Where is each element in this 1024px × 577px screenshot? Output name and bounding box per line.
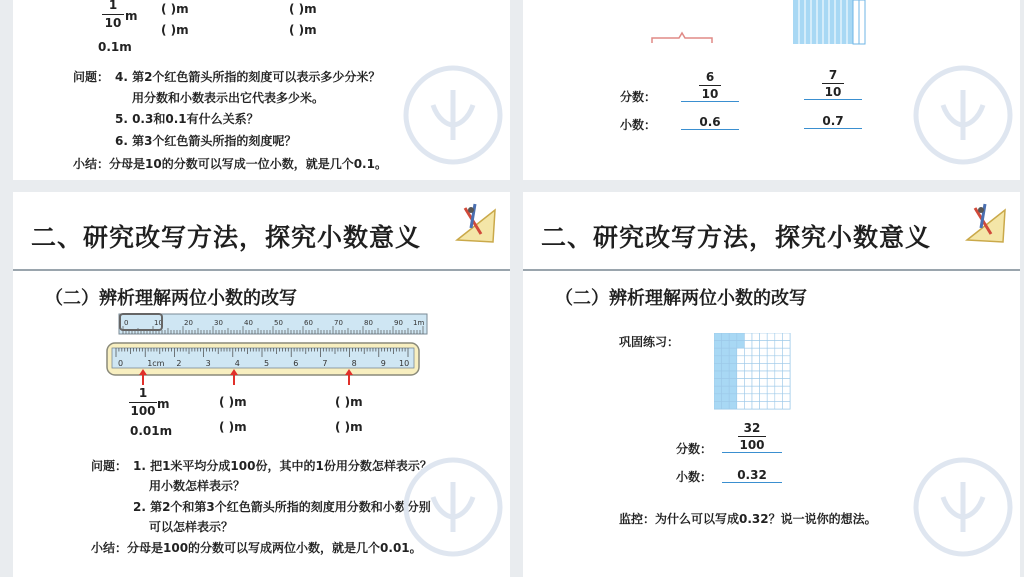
section-subtitle: （二）辨析理解两位小数的改写 xyxy=(555,288,807,309)
summary: 小结：分母是10的分数可以写成一位小数，就是几个0.1。 xyxy=(73,157,387,171)
grid-cell xyxy=(767,356,775,364)
title-divider xyxy=(13,269,510,271)
question-label: 问题： xyxy=(73,70,110,84)
grid-cell xyxy=(760,379,768,387)
monitor-prompt: 监控：为什么可以写成0.32？说一说你的想法。 xyxy=(619,512,877,526)
ruler-tick-label: 70 xyxy=(334,319,343,327)
grid-cell xyxy=(767,333,775,341)
grid-cell xyxy=(737,371,745,379)
grid-cell xyxy=(729,348,737,356)
grid-cell xyxy=(782,348,790,356)
grid-cell xyxy=(737,394,745,402)
ruler-tick-label: 1m xyxy=(413,319,425,327)
section-subtitle: （二）辨析理解两位小数的改写 xyxy=(45,288,297,309)
grid-cell xyxy=(767,363,775,371)
grid-cell xyxy=(722,379,730,387)
grid-cell xyxy=(775,401,783,409)
grid-cell xyxy=(714,333,722,341)
grid-cell xyxy=(729,333,737,341)
ruler-tick-label: 0 xyxy=(118,359,124,368)
grid-cell xyxy=(744,341,752,349)
slide-title: 二、研究改写方法，探究小数意义 xyxy=(31,223,422,252)
grid-cell xyxy=(729,341,737,349)
decimal-value: 0.01m xyxy=(130,424,173,438)
grid-cell xyxy=(722,371,730,379)
grid-cell xyxy=(729,401,737,409)
grid-cell xyxy=(760,341,768,349)
grid-cell xyxy=(722,363,730,371)
grid-cell xyxy=(744,386,752,394)
grid-cell xyxy=(760,348,768,356)
grid-cell xyxy=(744,371,752,379)
question-1a: 1. 把1米平均分成100份，其中的1份用分数怎样表示？ xyxy=(133,459,432,473)
ruler-tick-label: 5 xyxy=(264,359,270,368)
slide-4[interactable] xyxy=(523,192,1020,577)
grid-cell xyxy=(722,333,730,341)
grid-cell xyxy=(782,333,790,341)
decimal-value: 0.1m xyxy=(98,40,132,54)
grid-cell xyxy=(714,341,722,349)
grid-cell xyxy=(744,401,752,409)
ruler-tick-label: 1cm xyxy=(147,359,165,368)
grid-cell xyxy=(737,401,745,409)
slide-title: 二、研究改写方法，探究小数意义 xyxy=(541,223,932,252)
grid-cell xyxy=(744,348,752,356)
ruler-tick-label: 90 xyxy=(394,319,403,327)
grid-cell xyxy=(782,401,790,409)
grid-cell xyxy=(775,386,783,394)
grid-cell xyxy=(729,363,737,371)
answer-blank[interactable]: ( )m xyxy=(161,2,189,16)
hundred-grid xyxy=(714,333,791,410)
grid-cell xyxy=(729,356,737,364)
red-arrow-icon xyxy=(229,369,239,385)
grid-cell xyxy=(714,386,722,394)
grid-cell xyxy=(714,356,722,364)
answer-blank[interactable]: ( )m xyxy=(289,2,317,16)
grid-cell xyxy=(722,356,730,364)
title-divider xyxy=(523,269,1020,271)
answer-fraction-32-100[interactable]: 32 100 xyxy=(722,421,782,453)
grid-cell xyxy=(752,333,760,341)
grid-cell xyxy=(752,401,760,409)
grid-cell xyxy=(775,341,783,349)
grid-cell xyxy=(782,394,790,402)
grid-cell xyxy=(760,401,768,409)
grid-cell xyxy=(767,371,775,379)
fraction-one-tenth: 1 10 xyxy=(102,0,124,31)
ruler-tick-label: 20 xyxy=(184,319,193,327)
slide-3[interactable] xyxy=(13,192,510,577)
grid-cell xyxy=(744,363,752,371)
grid-cell xyxy=(714,371,722,379)
grid-cell xyxy=(744,333,752,341)
grid-cell xyxy=(722,386,730,394)
answer-fraction-7-10[interactable]: 7 10 xyxy=(804,68,862,100)
grid-cell xyxy=(775,333,783,341)
watermark-icon xyxy=(908,452,1018,562)
grid-cell xyxy=(752,348,760,356)
question-2a: 2. 第2个和第3个红色箭头所指的刻度用分数和小数分别 xyxy=(133,500,431,514)
ruler-tick-label: 4 xyxy=(234,359,240,368)
grid-cell xyxy=(752,363,760,371)
ruler-tick-label: 9 xyxy=(380,359,386,368)
grid-cell xyxy=(752,371,760,379)
answer-fraction-6-10[interactable]: 6 10 xyxy=(681,70,739,102)
grid-cell xyxy=(714,394,722,402)
grid-cell xyxy=(782,379,790,387)
grid-cell xyxy=(782,356,790,364)
grid-cell xyxy=(722,341,730,349)
grid-cell xyxy=(760,363,768,371)
grid-cell xyxy=(752,386,760,394)
watermark-icon xyxy=(398,452,508,562)
slide-1[interactable] xyxy=(13,0,510,180)
grid-cell xyxy=(729,371,737,379)
grid-cell xyxy=(714,348,722,356)
decimal-label: 小数： xyxy=(620,118,657,132)
grid-cell xyxy=(775,348,783,356)
question-label: 问题： xyxy=(91,459,128,473)
question-2b: 可以怎样表示？ xyxy=(149,520,234,534)
grid-cell xyxy=(729,379,737,387)
grid-cell xyxy=(729,386,737,394)
grid-cell xyxy=(714,363,722,371)
fraction-unit: m xyxy=(157,397,170,411)
grid-cell xyxy=(775,379,783,387)
ruler-tick-label: 30 xyxy=(214,319,223,327)
drawing-tools-icon xyxy=(451,200,499,248)
answer-decimal[interactable]: 0.7 xyxy=(804,114,862,129)
ruler-tick-label: 7 xyxy=(322,359,328,368)
ruler-tick-label: 80 xyxy=(364,319,373,327)
grid-cell xyxy=(782,341,790,349)
grid-cell xyxy=(737,348,745,356)
ruler-tick-label: 2 xyxy=(176,359,182,368)
centimeter-ruler xyxy=(106,342,420,378)
brace-icon xyxy=(651,30,713,46)
grid-cell xyxy=(767,401,775,409)
grid-cell xyxy=(737,333,745,341)
grid-cell xyxy=(752,356,760,364)
meter-ruler xyxy=(118,312,430,338)
question-1b: 用小数怎样表示？ xyxy=(149,479,246,493)
grid-cell xyxy=(782,363,790,371)
grid-cell xyxy=(722,394,730,402)
watermark-icon xyxy=(908,60,1018,170)
ruler-tick-label: 3 xyxy=(205,359,211,368)
question-4b: 用分数和小数表示出它代表多少米。 xyxy=(132,91,325,105)
zoom-highlight xyxy=(119,313,163,331)
ruler-tick-label: 6 xyxy=(293,359,299,368)
grid-cell xyxy=(767,386,775,394)
grid-cell xyxy=(775,371,783,379)
grid-cell xyxy=(737,386,745,394)
grid-cell xyxy=(714,379,722,387)
grid-cell xyxy=(744,356,752,364)
grid-cell xyxy=(722,401,730,409)
question-4a: 4. 第2个红色箭头所指的刻度可以表示多少分米？ xyxy=(115,70,381,84)
tenths-grid xyxy=(793,0,869,45)
fraction-unit: m xyxy=(125,9,138,23)
ruler-tick-label: 50 xyxy=(274,319,283,327)
ruler-tick-label: 0 xyxy=(124,319,129,327)
answer-blank[interactable]: ( )m xyxy=(289,23,317,37)
answer-decimal[interactable]: 0.32 xyxy=(722,468,782,483)
answer-blank[interactable]: ( )m xyxy=(335,395,363,409)
watermark-icon xyxy=(398,60,508,170)
grid-cell xyxy=(775,394,783,402)
grid-cell xyxy=(744,394,752,402)
grid-cell xyxy=(767,341,775,349)
ruler-tick-label: 8 xyxy=(351,359,357,368)
practice-label: 巩固练习： xyxy=(619,335,680,349)
red-arrow-icon xyxy=(344,369,354,385)
grid-cell xyxy=(737,363,745,371)
ruler-tick-label: 40 xyxy=(244,319,253,327)
answer-blank[interactable]: ( )m xyxy=(161,23,189,37)
grid-cell xyxy=(760,371,768,379)
ruler-tick-label: 10 xyxy=(399,359,410,368)
red-arrow-icon xyxy=(138,369,148,385)
summary: 小结：分母是100的分数可以写成两位小数，就是几个0.01。 xyxy=(91,541,422,555)
drawing-tools-icon xyxy=(961,200,1009,248)
grid-cell xyxy=(744,379,752,387)
grid-cell xyxy=(760,356,768,364)
fraction-label: 分数： xyxy=(676,442,713,456)
grid-cell xyxy=(767,394,775,402)
grid-cell xyxy=(737,356,745,364)
grid-cell xyxy=(752,379,760,387)
answer-decimal[interactable]: 0.6 xyxy=(681,115,739,130)
slide-2[interactable] xyxy=(523,0,1020,180)
grid-cell xyxy=(775,356,783,364)
grid-cell xyxy=(729,394,737,402)
grid-cell xyxy=(760,333,768,341)
fraction-label: 分数： xyxy=(620,90,657,104)
grid-cell xyxy=(767,348,775,356)
decimal-label: 小数： xyxy=(676,470,713,484)
grid-cell xyxy=(714,401,722,409)
grid-cell xyxy=(737,341,745,349)
fraction-one-hundredth: 1 100 xyxy=(130,386,156,418)
answer-blank[interactable]: ( )m xyxy=(219,395,247,409)
grid-cell xyxy=(752,394,760,402)
grid-cell xyxy=(782,371,790,379)
grid-cell xyxy=(775,363,783,371)
ruler-tick-label: 10 xyxy=(154,319,163,327)
grid-cell xyxy=(782,386,790,394)
grid-cell xyxy=(760,386,768,394)
grid-cell xyxy=(737,379,745,387)
answer-blank[interactable]: ( )m xyxy=(335,420,363,434)
question-5: 5. 0.3和0.1有什么关系？ xyxy=(115,112,259,126)
grid-cell xyxy=(760,394,768,402)
ruler-tick-label: 60 xyxy=(304,319,313,327)
question-6: 6. 第3个红色箭头所指的刻度呢？ xyxy=(115,134,297,148)
grid-cell xyxy=(722,348,730,356)
grid-cell xyxy=(767,379,775,387)
answer-blank[interactable]: ( )m xyxy=(219,420,247,434)
grid-cell xyxy=(752,341,760,349)
